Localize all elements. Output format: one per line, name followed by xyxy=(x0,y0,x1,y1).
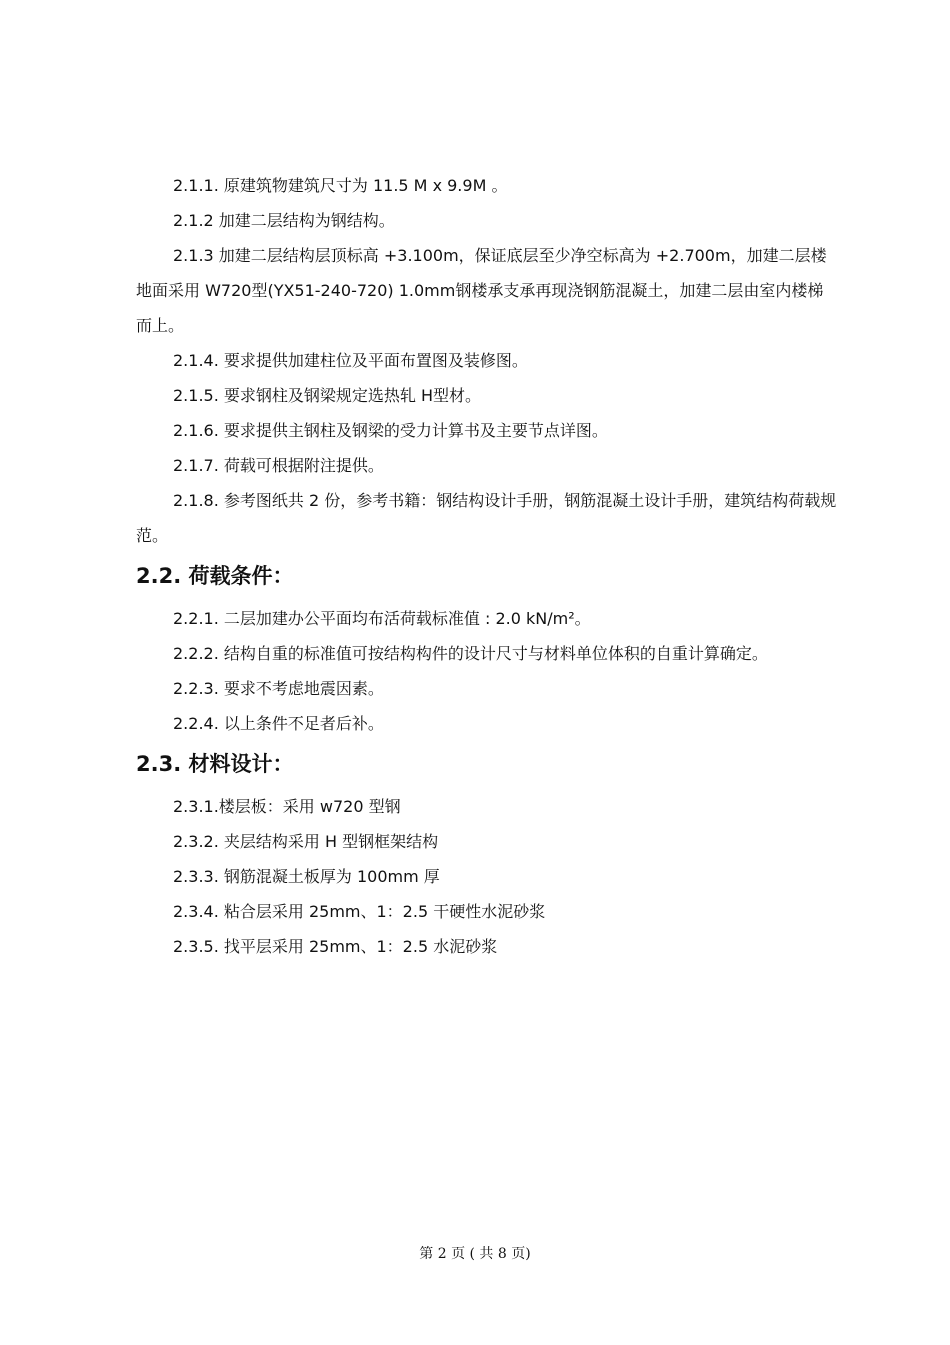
paragraph-2-1-6: 2.1.6. 要求提供主钢柱及钢梁的受力计算书及主要节点详图。 xyxy=(173,421,608,440)
paragraph-2-2-1: 2.2.1. 二层加建办公平面均布活荷载标准值 : 2.0 kN/m²。 xyxy=(173,609,591,628)
document-body xyxy=(136,168,838,964)
page-number-footer: 第 2 页 ( 共 8 页) xyxy=(419,1246,531,1262)
paragraph-2-3-5: 2.3.5. 找平层采用 25mm、1：2.5 水泥砂浆 xyxy=(173,937,498,956)
paragraph-2-3-2: 2.3.2. 夹层结构采用 H 型钢框架结构 xyxy=(173,832,439,851)
paragraph-2-1-1: 2.1.1. 原建筑物建筑尺寸为 11.5 M x 9.9M 。 xyxy=(173,176,508,195)
section-heading-load-conditions: 2.2. 荷载条件： xyxy=(136,564,294,588)
paragraph-2-2-3: 2.2.3. 要求不考虑地震因素。 xyxy=(173,679,384,698)
section-heading-material-design: 2.3. 材料设计： xyxy=(136,752,294,776)
paragraph-2-1-4: 2.1.4. 要求提供加建柱位及平面布置图及装修图。 xyxy=(173,351,528,370)
paragraph-2-1-3: 2.1.3 加建二层结构层顶标高 +3.100m，保证底层至少净空标高为 +2.700m，加建二层楼地面采用 W720型(YX51-240-720) 1.0mm钢楼承支承再现浇钢筋混凝土，加建二层由室内楼梯而上。 xyxy=(136,246,827,335)
paragraph-2-2-4: 2.2.4. 以上条件不足者后补。 xyxy=(173,714,384,733)
paragraph-2-3-3: 2.3.3. 钢筋混凝土板厚为 100mm 厚 xyxy=(173,867,440,886)
paragraph-2-3-4: 2.3.4. 粘合层采用 25mm、1：2.5 干硬性水泥砂浆 xyxy=(173,902,546,921)
paragraph-2-1-5: 2.1.5. 要求钢柱及钢梁规定选热轧 H型材。 xyxy=(173,386,482,405)
paragraph-2-1-7: 2.1.7. 荷载可根据附注提供。 xyxy=(173,456,384,475)
paragraph-2-3-1: 2.3.1.楼层板：采用 w720 型钢 xyxy=(173,797,401,816)
paragraph-2-1-2: 2.1.2 加建二层结构为钢结构。 xyxy=(173,211,395,230)
paragraph-2-2-2: 2.2.2. 结构自重的标准值可按结构构件的设计尺寸与材料单位体积的自重计算确定。 xyxy=(173,644,768,663)
paragraph-2-1-8: 2.1.8. 参考图纸共 2 份，参考书籍：钢结构设计手册，钢筋混凝土设计手册，建筑结构荷载规范。 xyxy=(136,491,837,545)
